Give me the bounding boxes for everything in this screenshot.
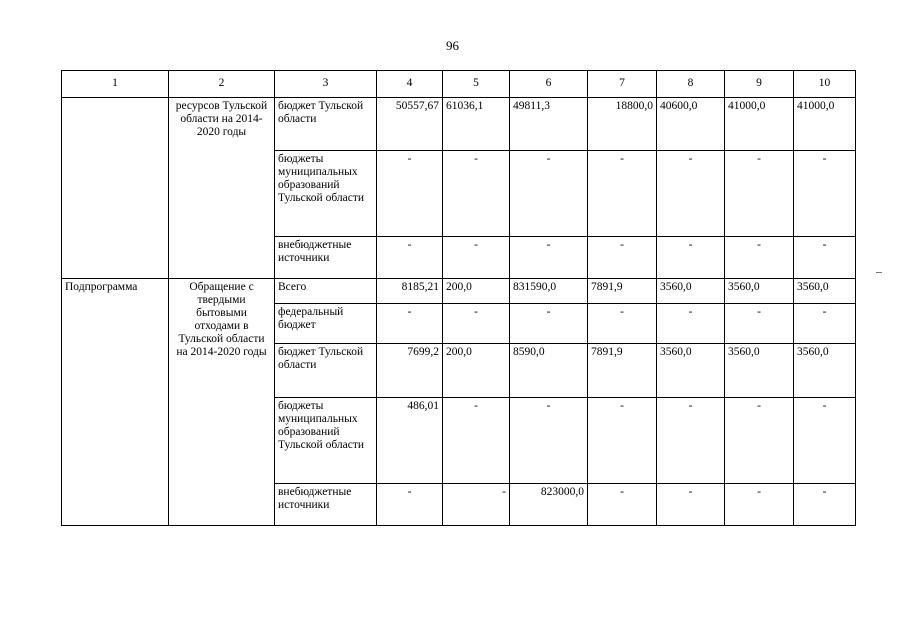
value-cell: - — [725, 151, 794, 237]
value-cell: - — [725, 398, 794, 484]
table-row — [62, 98, 856, 151]
funding-source: бюджет Тульской области — [275, 98, 377, 151]
header-cell: 10 — [794, 71, 856, 98]
header-cell: 7 — [588, 71, 657, 98]
value-cell: 200,0 — [443, 344, 510, 398]
scan-mark — [876, 272, 882, 273]
value-cell: 41000,0 — [794, 98, 856, 151]
program-type-cell — [62, 98, 169, 279]
header-cell: 1 — [62, 71, 169, 98]
table-row — [62, 279, 856, 304]
value-cell: 7891,9 — [588, 279, 657, 304]
program-type-cell: Подпрограмма — [62, 279, 169, 526]
value-cell: - — [794, 237, 856, 279]
value-cell: 3560,0 — [725, 279, 794, 304]
program-name-cell: ресурсов Тульской области на 2014-2020 годы — [169, 98, 275, 279]
value-cell: 831590,0 — [510, 279, 588, 304]
value-cell: 50557,67 — [377, 98, 443, 151]
funding-source: бюджет Тульской области — [275, 344, 377, 398]
value-cell: 3560,0 — [725, 344, 794, 398]
value-cell: 3560,0 — [657, 279, 725, 304]
value-cell: 3560,0 — [657, 344, 725, 398]
funding-source: бюджеты муниципальных образований Тульской области — [275, 398, 377, 484]
header-cell: 3 — [275, 71, 377, 98]
funding-source: бюджеты муниципальных образований Тульской области — [275, 151, 377, 237]
page-number: 96 — [446, 38, 459, 53]
value-cell: 61036,1 — [443, 98, 510, 151]
value-cell: 8185,21 — [377, 279, 443, 304]
value-cell: - — [794, 304, 856, 344]
funding-source: внебюджетные источники — [275, 237, 377, 279]
header-cell: 5 — [443, 71, 510, 98]
value-cell: 823000,0 — [510, 484, 588, 526]
value-cell: - — [657, 484, 725, 526]
header-row — [62, 71, 856, 98]
header-cell: 4 — [377, 71, 443, 98]
value-cell: - — [657, 398, 725, 484]
value-cell: - — [443, 398, 510, 484]
value-cell: - — [725, 304, 794, 344]
value-cell: 200,0 — [443, 279, 510, 304]
value-cell: 3560,0 — [794, 344, 856, 398]
value-cell: - — [725, 484, 794, 526]
value-cell: 7699,2 — [377, 344, 443, 398]
program-name-cell: Обращение с твердыми бытовыми отходами в Тульской области на 2014-2020 годы — [169, 279, 275, 526]
value-cell: 41000,0 — [725, 98, 794, 151]
value-cell: - — [657, 237, 725, 279]
value-cell: 486,01 — [377, 398, 443, 484]
header-cell: 2 — [169, 71, 275, 98]
value-cell: - — [377, 304, 443, 344]
value-cell: - — [510, 304, 588, 344]
value-cell: - — [588, 484, 657, 526]
value-cell: 3560,0 — [794, 279, 856, 304]
header-cell: 6 — [510, 71, 588, 98]
value-cell: - — [443, 484, 510, 526]
value-cell: - — [588, 237, 657, 279]
funding-source: Всего — [275, 279, 377, 304]
value-cell: - — [588, 398, 657, 484]
value-cell: - — [443, 304, 510, 344]
funding-source: федеральный бюджет — [275, 304, 377, 344]
value-cell: - — [725, 237, 794, 279]
value-cell: - — [510, 151, 588, 237]
value-cell: - — [657, 304, 725, 344]
budget-table — [61, 70, 856, 526]
value-cell: 8590,0 — [510, 344, 588, 398]
value-cell: - — [377, 237, 443, 279]
value-cell: - — [443, 237, 510, 279]
funding-source: внебюджетные источники — [275, 484, 377, 526]
value-cell: - — [794, 398, 856, 484]
value-cell: - — [377, 484, 443, 526]
value-cell: - — [588, 304, 657, 344]
value-cell: - — [657, 151, 725, 237]
value-cell: - — [794, 151, 856, 237]
header-cell: 9 — [725, 71, 794, 98]
value-cell: - — [443, 151, 510, 237]
value-cell: 49811,3 — [510, 98, 588, 151]
value-cell: - — [510, 237, 588, 279]
value-cell: 40600,0 — [657, 98, 725, 151]
value-cell: 7891,9 — [588, 344, 657, 398]
value-cell: - — [510, 398, 588, 484]
value-cell: - — [377, 151, 443, 237]
header-cell: 8 — [657, 71, 725, 98]
value-cell: - — [588, 151, 657, 237]
value-cell: 18800,0 — [588, 98, 657, 151]
value-cell: - — [794, 484, 856, 526]
